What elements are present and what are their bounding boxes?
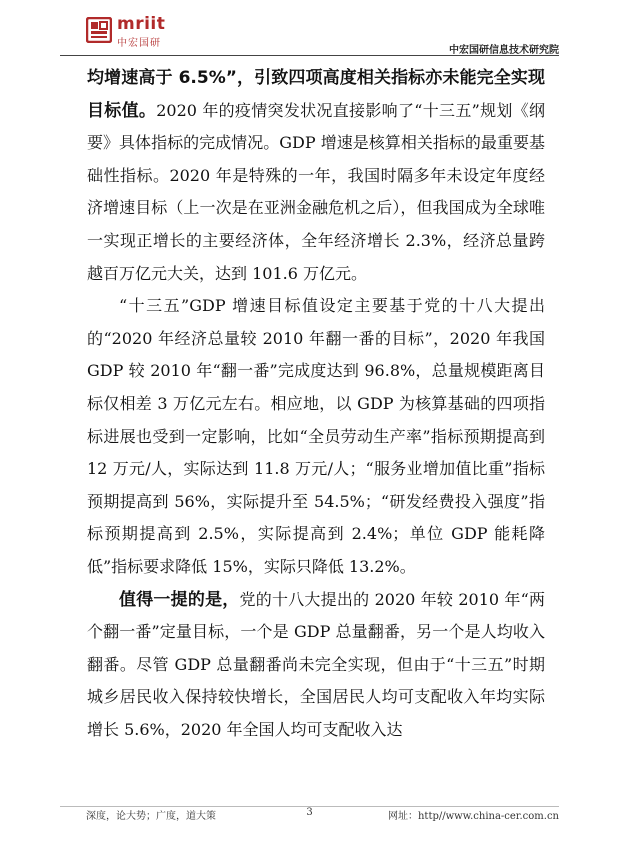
paragraph-3-lead: 值得一提的是， — [119, 589, 240, 610]
institute-name: 中宏国研信息技术研究院 — [449, 45, 559, 56]
logo-wordmark: mriit — [117, 14, 166, 34]
brand-logo — [86, 14, 196, 51]
header-divider — [60, 55, 559, 56]
footer-website: 网址：http//www.china-cer.com.cn — [387, 811, 559, 822]
paragraph-1-lead: 均增速高于 6.5%”，引致四项高度相关指标亦未能完全实现目标值。 — [87, 68, 545, 121]
paragraph-1-text: 2020 年的疫情突发状况直接影响了“十三五”规划《纲要》具体指标的完成情况。GDP 增速是核算相关指标的最重要基础性指标。2020 年是特殊的一年，我国时隔多年未设定年度经济增速目标（上一次是在亚洲金融危机之后），但我国成为全球唯一实现正增长的主要经济体，全年经济增长 2.3%，经济总量跨越百万亿元大关，达到 101.6 万亿元。 — [87, 100, 546, 283]
page-footer — [60, 807, 559, 827]
footer-slogan: 深度，论大势；广度，道大策 — [86, 811, 216, 822]
paragraph-2: “十三五”GDP 增速目标值设定主要基于党的十八大提出的“2020 年经济总量较 2010 年翻一番的目标”，2020 年我国 GDP 较 2010 年“翻一番”完成度达到 96.8%，总量规模距离目标仅相差 3 万亿元左右。相应地，以 GDP 为核算基础的四项指标进展也受到一定影响，比如“全员劳动生产率”指标预期提高到 12 万元/人，实际达到 11.8 万元/人；“服务业增加值比重”指标预期提高到 56%，实际提升至 54.5%；“研发经费投入强度”指标预期提高到 2.5%，实际提高到 2.4%；单位 GDP 能耗降低”指标要求降低 15%，实际只降低 13.2%。 — [87, 296, 545, 576]
logo-mark-icon — [86, 17, 112, 43]
paragraph-3 — [87, 584, 545, 747]
body-text — [87, 62, 545, 746]
page-number: 3 — [306, 807, 313, 818]
page-header — [60, 14, 559, 54]
logo-chinese-name: 中宏国研 — [117, 38, 161, 49]
paragraph-3-text: 党的十八大提出的 2020 年较 2010 年“两个翻一番”定量目标，一个是 GDP 总量翻番，另一个是人均收入翻番。尽管 GDP 总量翻番尚未完全实现，但由于“十三五”时期城乡居民收入保持较快增长，全国居民人均可支配收入年均实际增长 5.6%，2020 年全国人均可支配收入达 — [87, 589, 545, 739]
paragraph-1 — [87, 62, 545, 290]
